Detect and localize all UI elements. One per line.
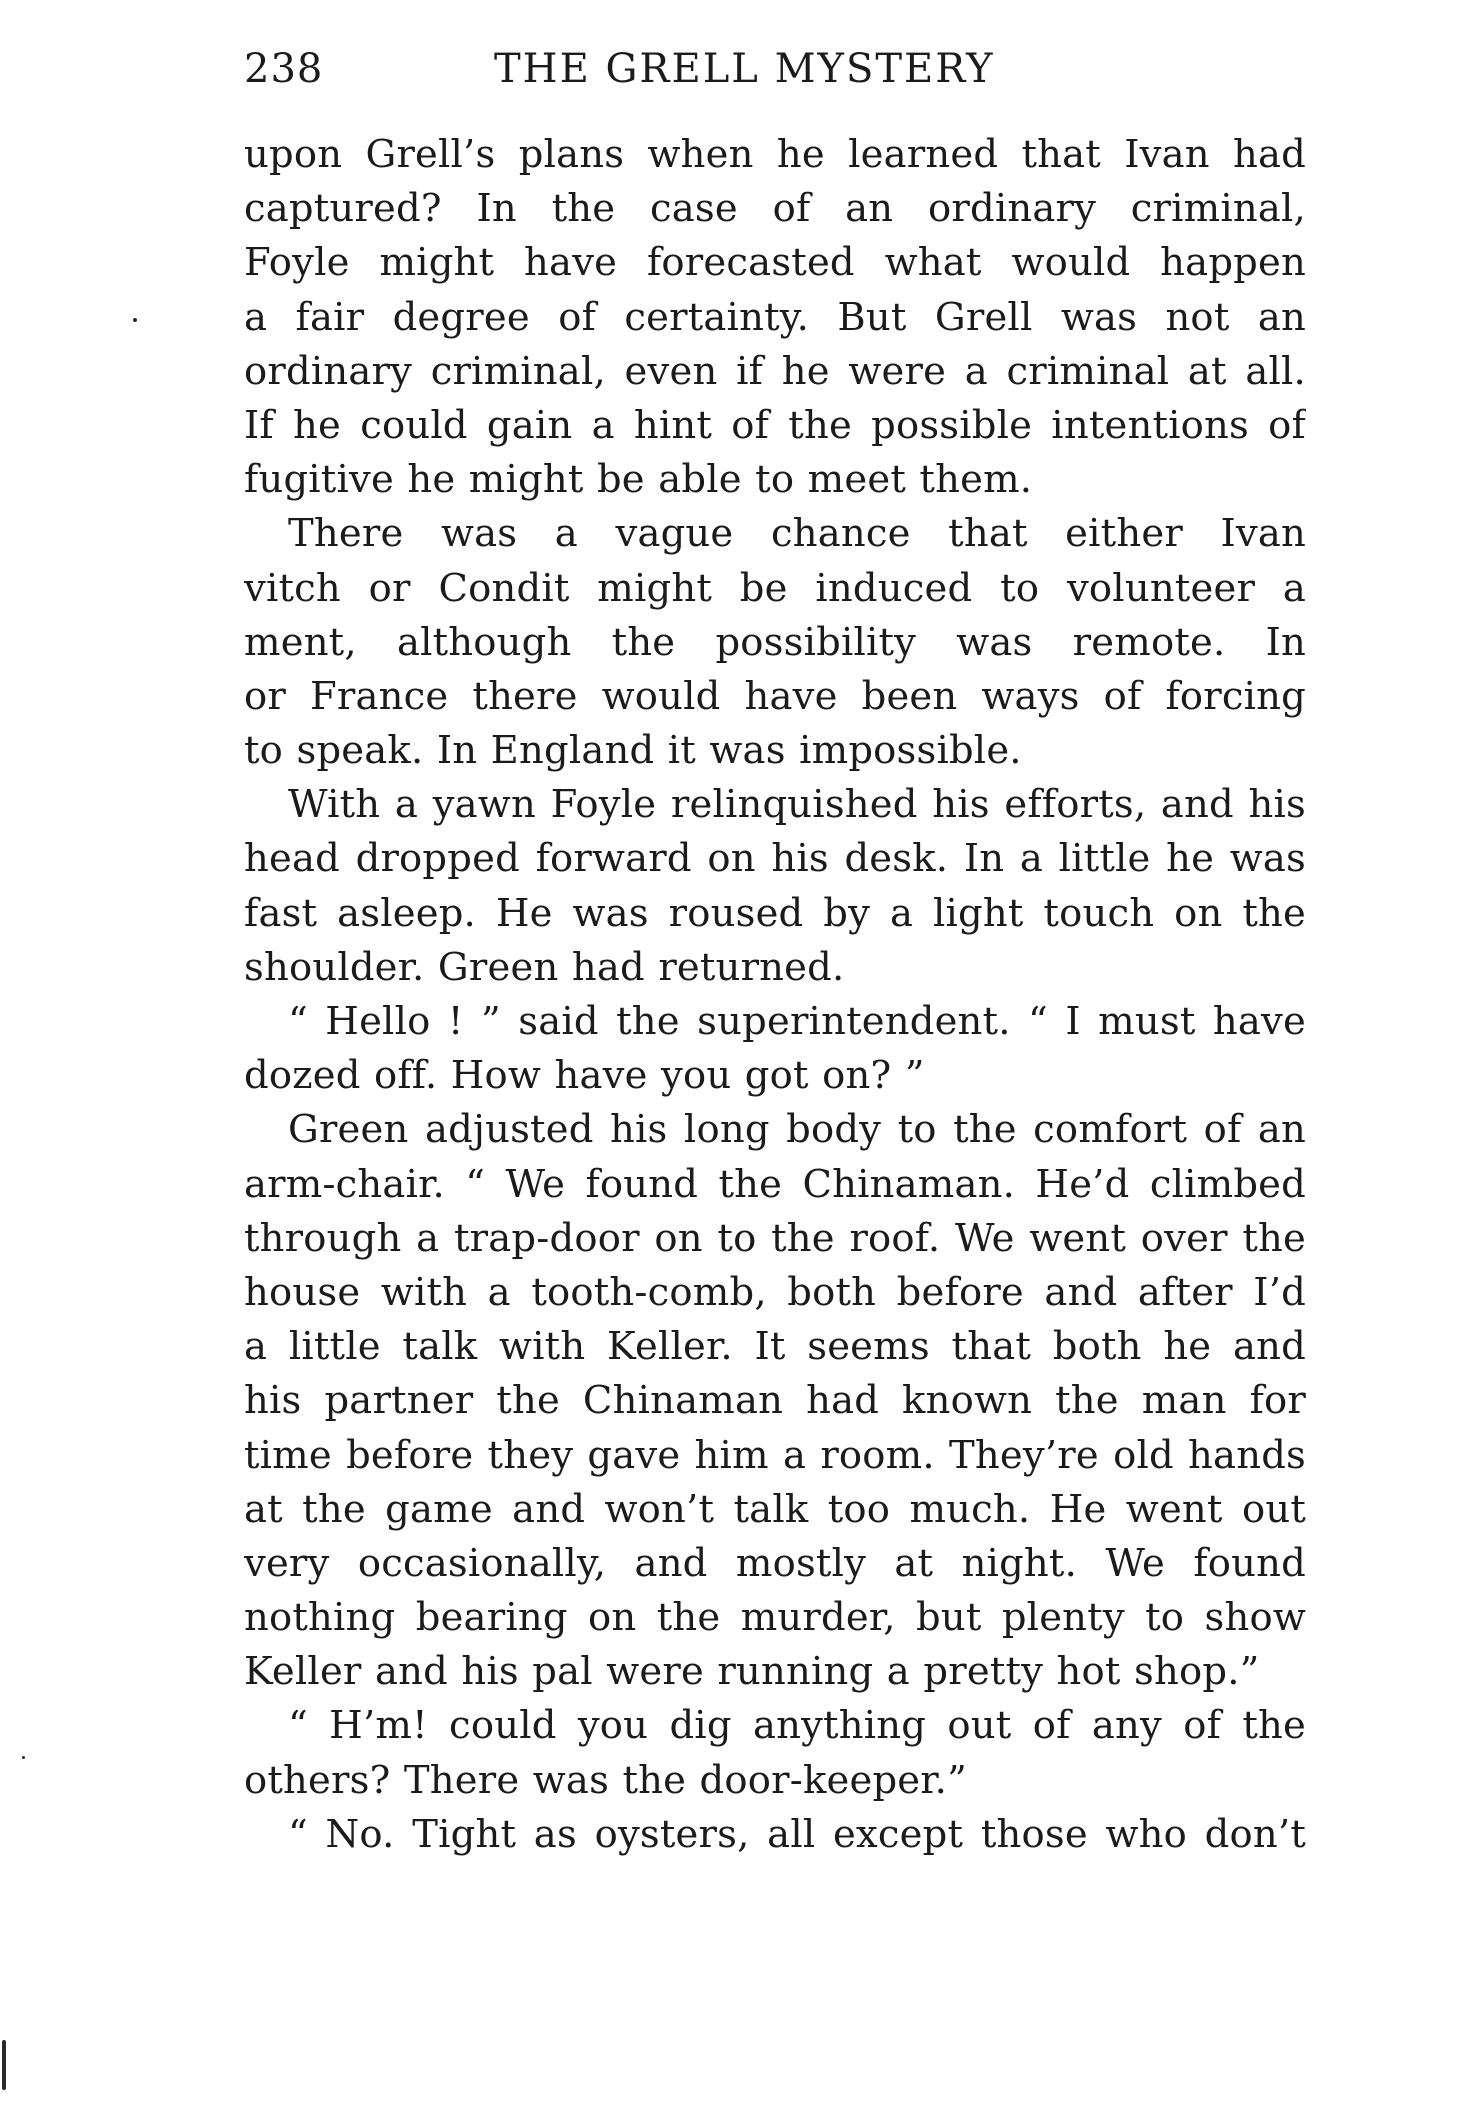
page-number: 238: [244, 46, 324, 92]
paragraph: [244, 778, 1306, 995]
text-line: Keller and his pal were running a pretty hot shop.”: [244, 1649, 1260, 1695]
text-line: house with a tooth-comb, both before and after I’d: [244, 1269, 1306, 1315]
text-line: If he could gain a hint of the possible intentions of: [244, 402, 1306, 448]
text-line: “ Hello ! ” said the superintendent. “ I must have: [288, 999, 1306, 1044]
text-line: at the game and won’t talk too much. He went out: [244, 1486, 1306, 1532]
text-line: Green adjusted his long body to the comfort of an: [288, 1107, 1306, 1153]
paragraph: [244, 128, 1306, 507]
body-text: [244, 128, 1306, 1862]
text-line: his partner the Chinaman had known the man for: [244, 1378, 1306, 1424]
paragraph: [244, 1103, 1306, 1699]
paragraph: [244, 1699, 1306, 1807]
text-line: shoulder. Green had returned.: [244, 944, 845, 990]
text-line: through a trap-door on to the roof. We went over the: [244, 1215, 1306, 1261]
text-line: ment, although the possibility was remote. In: [244, 619, 1306, 665]
text-line: fast asleep. He was roused by a light touch on the: [244, 890, 1306, 936]
text-line: vitch or Condit might be induced to volunteer a: [244, 565, 1306, 611]
text-line: “ H’m! could you dig anything out of any of the: [288, 1703, 1306, 1749]
running-title: THE GRELL MYSTERY: [494, 46, 995, 92]
text-line: others? There was the door-keeper.”: [244, 1757, 967, 1803]
paragraph: [244, 507, 1306, 778]
text-line: upon Grell’s plans when he learned that Ivan had: [244, 132, 1306, 177]
text-line: nothing bearing on the murder, but plenty to show: [244, 1595, 1306, 1641]
text-line: or France there would have been ways of forcing: [244, 673, 1306, 719]
page-header: [244, 46, 1304, 98]
text-line: a fair degree of certainty. But Grell was not an: [244, 294, 1306, 340]
paragraph: [244, 995, 1306, 1103]
text-line: to speak. In England it was impossible.: [244, 728, 1022, 774]
text-line: arm-chair. “ We found the Chinaman. He’d climbed: [244, 1161, 1306, 1207]
text-line: time before they gave him a room. They’re old hands: [244, 1432, 1306, 1478]
scan-speck: [22, 1756, 25, 1759]
text-line: “ No. Tight as oysters, all except those who don’t: [288, 1811, 1306, 1857]
text-line: head dropped forward on his desk. In a little he was: [244, 836, 1306, 882]
text-line: captured? In the case of an ordinary criminal,: [244, 186, 1306, 232]
text-line: With a yawn Foyle relinquished his efforts, and his: [288, 782, 1306, 828]
text-line: fugitive he might be able to meet them.: [244, 457, 1033, 503]
text-line: a little talk with Keller. It seems that both he and: [244, 1324, 1306, 1370]
text-line: ordinary criminal, even if he were a criminal at all.: [244, 348, 1306, 394]
text-line: Foyle might have forecasted what would happen: [244, 240, 1306, 286]
text-line: There was a vague chance that either Ivan: [288, 511, 1306, 557]
text-line: very occasionally, and mostly at night. We found: [244, 1540, 1306, 1586]
text-line: dozed off. How have you got on? ”: [244, 1053, 925, 1099]
paragraph: [244, 1808, 1306, 1862]
scan-speck: [133, 318, 137, 322]
scan-speck: [2, 2040, 6, 2090]
